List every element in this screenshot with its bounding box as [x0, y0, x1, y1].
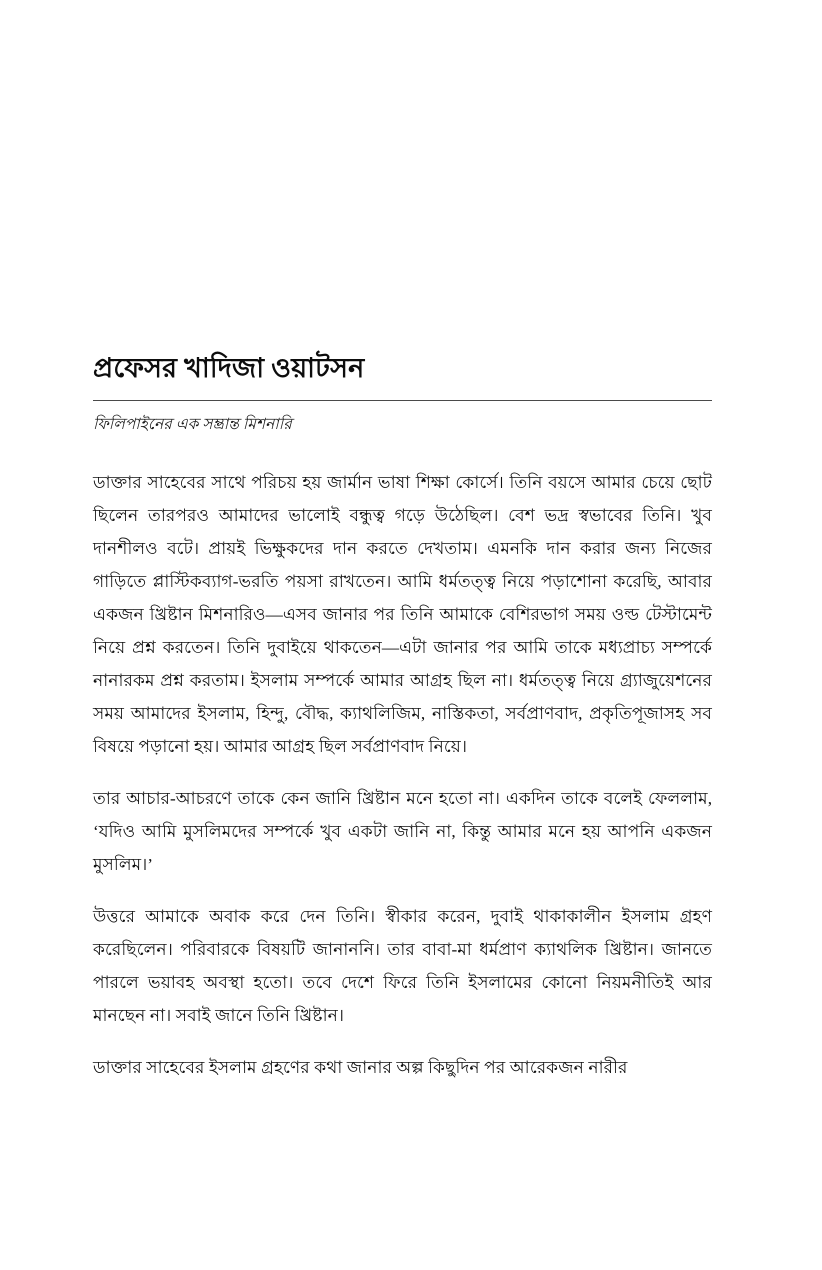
chapter-title: প্রফেসর খাদিজা ওয়াটসন: [93, 353, 365, 383]
body-paragraph: ডাক্তার সাহেবের ইসলাম গ্রহণের কথা জানার অল্প কিছুদিন পর আরেকজন নারীর: [93, 1058, 628, 1078]
title-divider: [93, 400, 712, 401]
chapter-subtitle: ফিলিপাইনের এক সম্ভ্রান্ত মিশনারি: [93, 415, 292, 433]
body-paragraph: উত্তরে আমাকে অবাক করে দেন তিনি। স্বীকার করেন, দুবাই থাকাকালীন ইসলাম গ্রহণ করেছিলেন। পরিবারকে বিষয়টি জানাননি। তার বাবা-মা ধর্মপ্রাণ ক্যাথলিক খ্রিষ্টান। জানতে পারলে ভয়াবহ অবস্থা হতো। তবে দেশে ফিরে তিনি ইসলামের কোনো নিয়মনীতিই আর মানছেন না। সবাই জানে তিনি খ্রিষ্টান।: [93, 907, 712, 1026]
body-paragraph: তার আচার-আচরণে তাকে কেন জানি খ্রিষ্টান মনে হতো না। একদিন তাকে বলেই ফেললাম, ‘যদিও আমি মুসলিমদের সম্পর্কে খুব একটা জানি না, কিন্তু আমার মনে হয় আপনি একজন মুসলিম।’: [93, 789, 712, 875]
page-content: [93, 352, 712, 1084]
body-paragraph: ডাক্তার সাহেবের সাথে পরিচয় হয় জার্মান ভাষা শিক্ষা কোর্সে। তিনি বয়সে আমার চেয়ে ছোট ছিলেন তারপরও আমাদের ভালোই বন্ধুত্ব গড়ে উঠেছিল। বেশ ভদ্র স্বভাবের তিনি। খুব দানশীলও বটে। প্রায়ই ভিক্ষুকদের দান করতে দেখতাম। এমনকি দান করার জন্য নিজের গাড়িতে প্লাস্টিকব্যাগ-ভরতি পয়সা রাখতেন। আমি ধর্মতত্ত্ব নিয়ে পড়াশোনা করেছি, আবার একজন খ্রিষ্টান মিশনারিও—এসব জানার পর তিনি আমাকে বেশিরভাগ সময় ওল্ড টেস্টামেন্ট নিয়ে প্রশ্ন করতেন। তিনি দুবাইয়ে থাকতেন—এটা জানার পর আমি তাকে মধ্যপ্রাচ্য সম্পর্কে নানারকম প্রশ্ন করতাম। ইসলাম সম্পর্কে আমার আগ্রহ ছিল না। ধর্মতত্ত্ব নিয়ে গ্র্যাজুয়েশনের সময় আমাদের ইসলাম, হিন্দু, বৌদ্ধ, ক্যাথলিজিম, নাস্তিকতা, সর্বপ্রাণবাদ, প্রকৃতিপূজাসহ সব বিষয়ে পড়ানো হয়। আমার আগ্রহ ছিল সর্বপ্রাণবাদ নিয়ে।: [93, 473, 712, 757]
